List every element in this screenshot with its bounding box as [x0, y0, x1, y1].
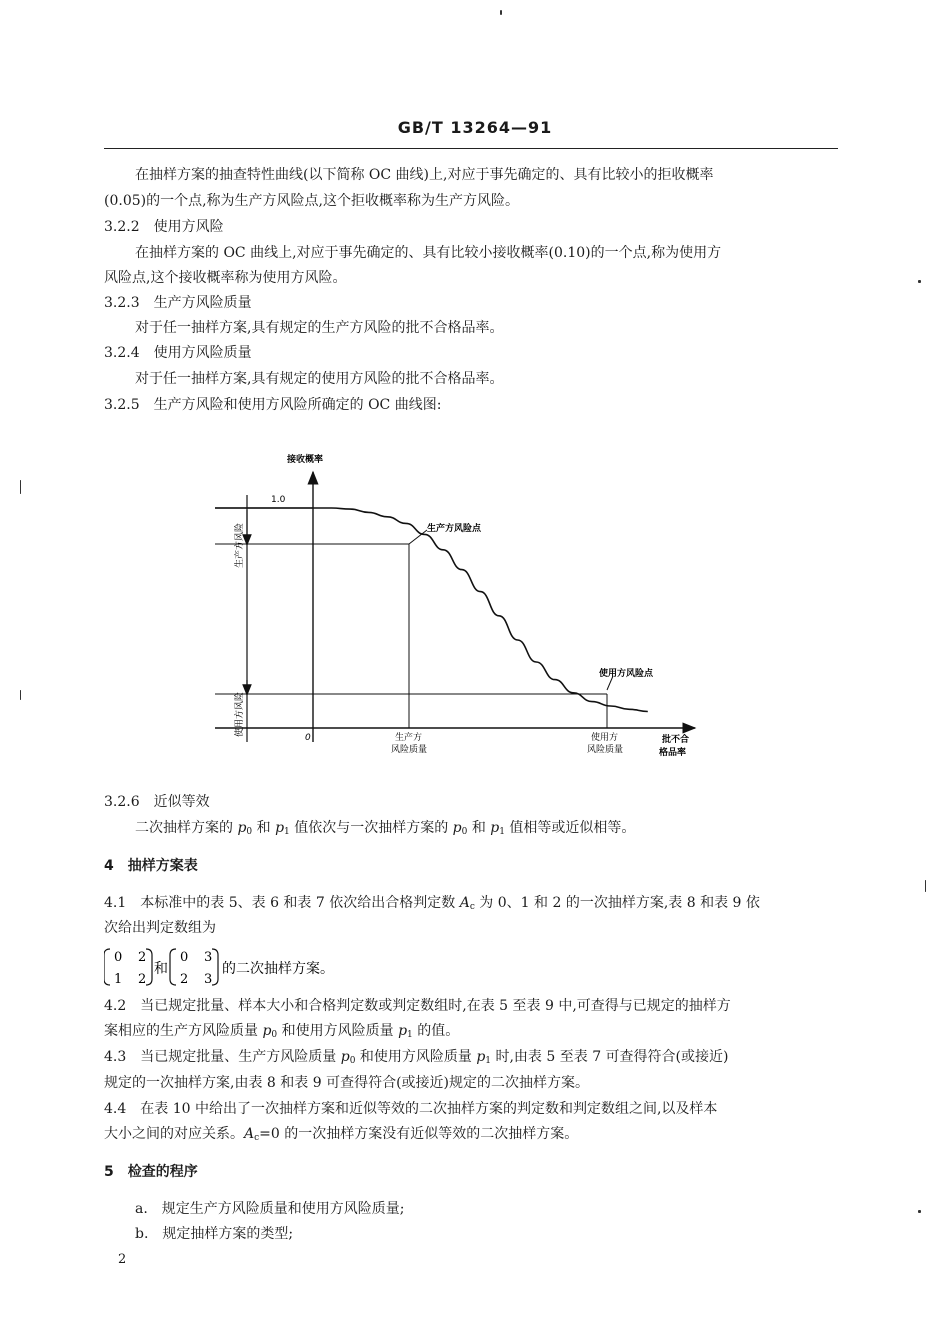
sym-p: p	[340, 1049, 350, 1065]
intro-line-1: 在抽样方案的抽查特性曲线(以下简称 OC 曲线)上,对应于事先确定的、具有比较小的拒收概率	[135, 167, 714, 183]
section-3-2-2-heading: 3.2.2 使用方风险	[104, 219, 224, 235]
scan-speck	[918, 1210, 921, 1213]
section-4-2-line-2	[104, 1019, 834, 1047]
section-3-2-3-text: 对于任一抽样方案,具有规定的生产方风险的批不合格品率。	[135, 320, 504, 336]
sym-p: p	[398, 1023, 408, 1039]
sym-p: p	[490, 820, 500, 836]
scan-speck	[500, 10, 502, 15]
consumer-quality-label-2: 风险质量	[587, 745, 624, 755]
x-origin-label: 0	[305, 733, 311, 743]
section-5-item-a: a. 规定生产方风险质量和使用方风险质量;	[135, 1201, 405, 1217]
sym-p: p	[275, 820, 285, 836]
intro-line-2: (0.05)的一个点,称为生产方风险点,这个拒收概率称为生产方风险。	[104, 193, 519, 209]
sym-p: p	[262, 1023, 272, 1039]
consumer-risk-label: 使用方风险	[235, 691, 245, 737]
scan-speck	[20, 480, 21, 494]
s43-part-a: 4.3 当已规定批量、生产方风险质量	[104, 1049, 341, 1065]
s41-part-b: 为 0、1 和 2 的一次抽样方案,表 8 和表 9 依	[474, 895, 760, 911]
matrix-1-a: 0	[114, 950, 123, 965]
s326-part-a: 二次抽样方案的	[135, 820, 238, 836]
matrix-1-b: 2	[138, 950, 147, 965]
scan-speck	[20, 690, 21, 700]
sym-sub-1: 1	[499, 827, 505, 837]
matrix-1-left-bracket	[104, 949, 110, 985]
y-tick-label: 1.0	[271, 495, 286, 505]
oc-curve	[215, 508, 648, 712]
matrix-1-right-bracket	[146, 949, 152, 985]
s42-part-b: 和使用方风险质量	[277, 1023, 399, 1039]
sym-A: A	[459, 895, 470, 911]
section-5-item-b: b. 规定抽样方案的类型;	[135, 1226, 294, 1242]
consumer-point-label: 使用方风险点	[599, 669, 654, 679]
sym-and: 和	[252, 820, 276, 836]
section-3-2-3-heading: 3.2.3 生产方风险质量	[104, 295, 252, 311]
matrix-2-right-bracket	[212, 949, 218, 985]
sym-p: p	[452, 820, 462, 836]
matrix-2-d: 3	[204, 972, 213, 987]
sym-sub-1: 1	[284, 827, 290, 837]
matrix-join-text: 和	[154, 961, 168, 977]
producer-quality-label-1: 生产方	[395, 733, 423, 743]
section-3-2-4-text: 对于任一抽样方案,具有规定的使用方风险的批不合格品率。	[135, 371, 504, 387]
matrix-1-d: 2	[138, 972, 147, 987]
scan-speck	[918, 280, 921, 283]
sym-sub-0: 0	[461, 827, 468, 837]
producer-point-label: 生产方风险点	[427, 524, 482, 534]
consumer-quality-label-1: 使用方	[591, 733, 619, 743]
section-5-heading: 5 检查的程序	[104, 1164, 198, 1180]
s326-part-c: 值相等或近似相等。	[504, 820, 636, 836]
section-4-3-line-2: 规定的一次抽样方案,由表 8 和表 9 可查得符合(或接近)规定的二次抽样方案。	[104, 1075, 589, 1091]
x-axis-label-2: 格品率	[659, 748, 687, 758]
s43-part-c: 时,由表 5 至表 7 可查得符合(或接近)	[491, 1049, 729, 1065]
producer-risk-label: 生产方风险	[235, 522, 245, 568]
sym-sub-1: 1	[407, 1030, 413, 1040]
page-number: 2	[118, 1252, 127, 1267]
matrix-tail-text: 的二次抽样方案。	[222, 961, 334, 977]
section-3-2-6-heading: 3.2.6 近似等效	[104, 794, 210, 810]
sym-A: A	[244, 1126, 255, 1142]
section-3-2-4-heading: 3.2.4 使用方风险质量	[104, 345, 252, 361]
y-axis-label: 接收概率	[287, 455, 324, 465]
matrix-2-left-bracket	[170, 949, 176, 985]
sym-and: 和	[467, 820, 491, 836]
section-4-2-line-1: 4.2 当已规定批量、样本大小和合格判定数或判定数组时,在表 5 至表 9 中,可查得与已规定的抽样方	[104, 998, 731, 1014]
producer-quality-label-2: 风险质量	[391, 745, 428, 755]
matrix-1-c: 1	[114, 972, 123, 987]
matrix-2-b: 3	[204, 950, 213, 965]
s44-part-a: 大小之间的对应关系。	[104, 1126, 244, 1142]
sym-sub-1: 1	[485, 1056, 492, 1066]
section-3-2-6-text	[135, 816, 865, 844]
sym-sub-0: 0	[271, 1030, 278, 1040]
matrix-2-a: 0	[180, 950, 189, 965]
matrix-2-c: 2	[180, 972, 189, 987]
section-3-2-2-line-1: 在抽样方案的 OC 曲线上,对应于事先确定的、具有比较小接收概率(0.10)的一个点,称为使用方	[135, 245, 722, 261]
s43-part-b: 和使用方风险质量	[355, 1049, 477, 1065]
section-4-3-line-1	[104, 1045, 834, 1073]
section-3-2-5-heading: 3.2.5 生产方风险和使用方风险所确定的 OC 曲线图:	[104, 397, 442, 413]
section-3-2-2-line-2: 风险点,这个接收概率称为使用方风险。	[104, 270, 347, 286]
sym-sub-c: c	[469, 902, 475, 912]
s42-part-a: 案相应的生产方风险质量	[104, 1023, 263, 1039]
s44-part-b: 的一次抽样方案没有近似等效的二次抽样方案。	[279, 1126, 579, 1142]
s41-part-a: 4.1 本标准中的表 5、表 6 和表 7 依次给出合格判定数	[104, 895, 460, 911]
s42-part-c: 的值。	[412, 1023, 460, 1039]
oc-curve-chart	[215, 450, 715, 770]
sym-sub-0: 0	[246, 827, 253, 837]
sym-ac-eq: =0	[259, 1126, 280, 1142]
section-4-1-line-2: 次给出判定数组为	[104, 920, 216, 936]
section-4-heading: 4 抽样方案表	[104, 858, 198, 874]
section-4-1-line-1	[104, 891, 834, 919]
decision-matrices	[104, 943, 364, 991]
x-axis-label-1: 批不合	[662, 735, 690, 745]
sym-p: p	[476, 1049, 486, 1065]
sym-sub-0: 0	[349, 1056, 356, 1066]
sym-p: p	[237, 820, 247, 836]
sym-sub-c: c	[254, 1133, 260, 1143]
s326-part-b: 值依次与一次抽样方案的	[289, 820, 453, 836]
scan-speck	[925, 880, 926, 892]
header-rule	[104, 148, 838, 149]
section-4-4-line-2	[104, 1122, 834, 1150]
section-4-4-line-1: 4.4 在表 10 中给出了一次抽样方案和近似等效的二次抽样方案的判定数和判定数组之间,以及样本	[104, 1101, 718, 1117]
standard-code-header: GB/T 13264—91	[397, 118, 553, 137]
